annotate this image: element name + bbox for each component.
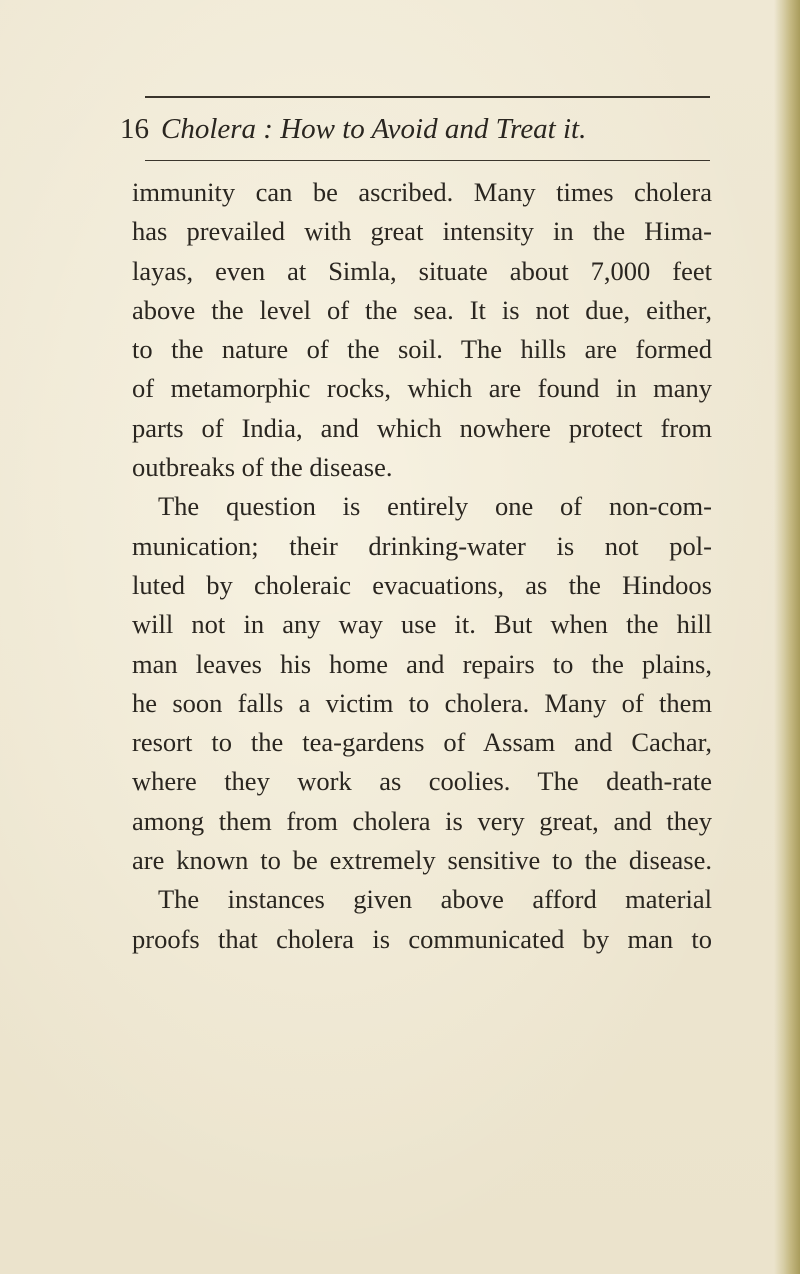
text-line: where they work as coolies. The death-rate [132,766,712,797]
header-rule-top [145,96,710,98]
text-line: he soon falls a victim to cholera. Many of them [132,687,712,718]
text-line: among them from cholera is very great, and they [132,805,712,836]
running-title: Cholera : How to Avoid and Treat it. [161,113,587,145]
body-text [132,173,712,959]
text-line: outbreaks of the disease. [132,452,393,483]
text-line: munication; their drinking-water is not pol- [132,530,712,561]
text-line: The instances given above afford material [158,884,712,915]
text-line: of metamorphic rocks, which are found in many [132,373,712,404]
text-line: man leaves his home and repairs to the plains, [132,648,712,679]
text-line: will not in any way use it. But when the hill [132,609,712,640]
page-edge-shadow [774,0,800,1274]
text-line: are known to be extremely sensitive to the disease. [132,845,712,876]
text-line: luted by choleraic evacuations, as the Hindoos [132,569,712,600]
running-header [120,108,700,150]
text-line: above the level of the sea. It is not due, either, [132,294,712,325]
text-line: proofs that cholera is communicated by man to [132,923,712,954]
text-line: to the nature of the soil. The hills are formed [132,334,712,365]
text-line: The question is entirely one of non-com- [158,491,712,522]
page-number: 16 [120,113,149,145]
text-line: layas, even at Simla, situate about 7,000 feet [132,255,712,286]
text-line: resort to the tea-gardens of Assam and Cachar, [132,727,712,758]
text-line: immunity can be ascribed. Many times cholera [132,177,712,207]
text-line: parts of India, and which nowhere protect from [132,412,712,443]
header-rule-bottom [145,160,710,161]
text-line: has prevailed with great intensity in the Hima- [132,216,712,247]
